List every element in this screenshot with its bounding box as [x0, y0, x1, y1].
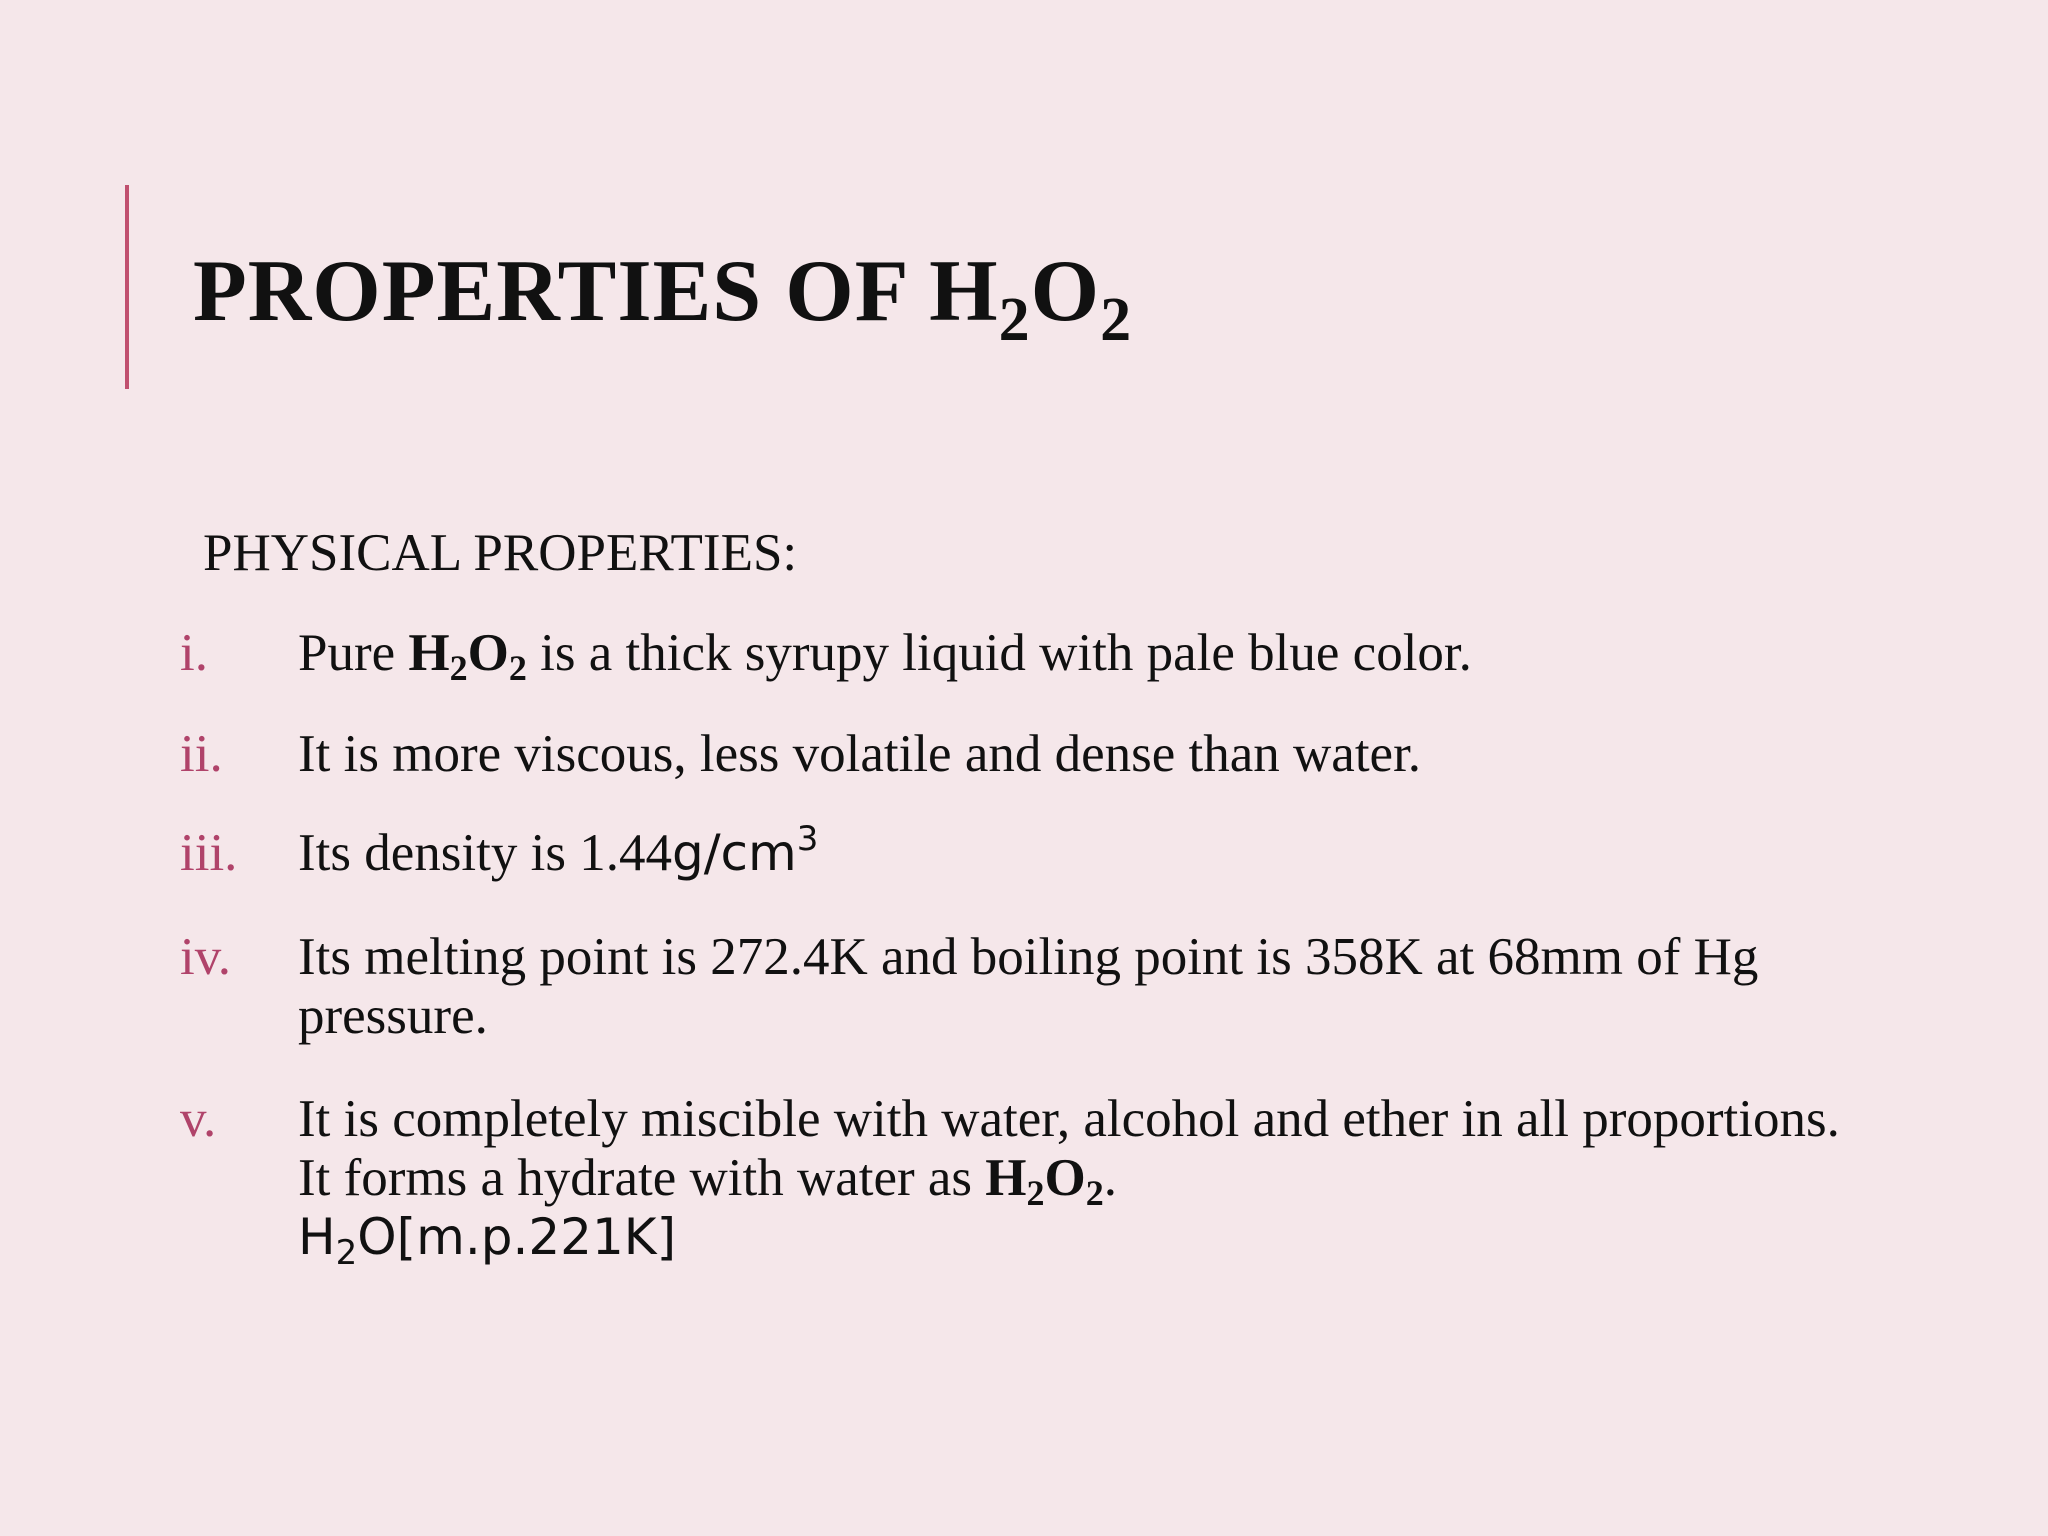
list-numeral: ii. [180, 725, 223, 783]
formula-part: O [1044, 1149, 1086, 1207]
hydrate-formula [298, 1208, 677, 1273]
formula-part: O[m.p.221K] [357, 1208, 677, 1266]
formula-subscript: 2 [1026, 1173, 1045, 1213]
formula-h2o2 [408, 624, 527, 688]
title-accent-bar [125, 185, 129, 389]
list-item-text [298, 624, 1880, 688]
unit-text: g/cm [671, 824, 797, 882]
formula-part: H [985, 1149, 1027, 1207]
text-run: Pure [298, 624, 409, 682]
text-run: . [1103, 1149, 1118, 1207]
list-item-text: Its melting point is 272.4K and boiling point is 358K at 68mm of Hg pressure. [298, 928, 1759, 1045]
list-numeral: iii. [180, 824, 238, 882]
title-text: PROPERTIES OF H [193, 243, 999, 340]
formula-h2o2 [985, 1149, 1104, 1213]
list-item-text [298, 819, 1880, 883]
section-heading: PHYSICAL PROPERTIES: [203, 524, 798, 582]
slide-title [193, 232, 1132, 352]
list-numeral: i. [180, 624, 208, 682]
formula-part: H [408, 624, 450, 682]
formula-subscript: 2 [335, 1233, 358, 1273]
list-item-text [298, 1090, 1880, 1273]
text-run: It is completely miscible with water, alcohol and ether in all proportions. It forms a hydrate with water as [298, 1090, 1840, 1207]
title-text-oxygen: O [1030, 243, 1101, 340]
list-numeral: iv. [180, 928, 232, 986]
formula-part: H [298, 1208, 336, 1266]
list-numeral: v. [180, 1090, 217, 1148]
title-subscript: 2 [1100, 286, 1133, 354]
density-unit [671, 819, 819, 882]
formula-part: O [467, 624, 509, 682]
list-item-text: It is more viscous, less volatile and dense than water. [298, 725, 1422, 783]
text-run: is a thick syrupy liquid with pale blue color. [526, 624, 1472, 682]
text-run: Its density is 1.44 [298, 824, 672, 882]
unit-superscript: 3 [796, 819, 819, 859]
formula-subscript: 2 [1085, 1173, 1104, 1213]
formula-subscript: 2 [449, 648, 468, 688]
formula-subscript: 2 [508, 648, 527, 688]
title-subscript: 2 [998, 286, 1031, 354]
